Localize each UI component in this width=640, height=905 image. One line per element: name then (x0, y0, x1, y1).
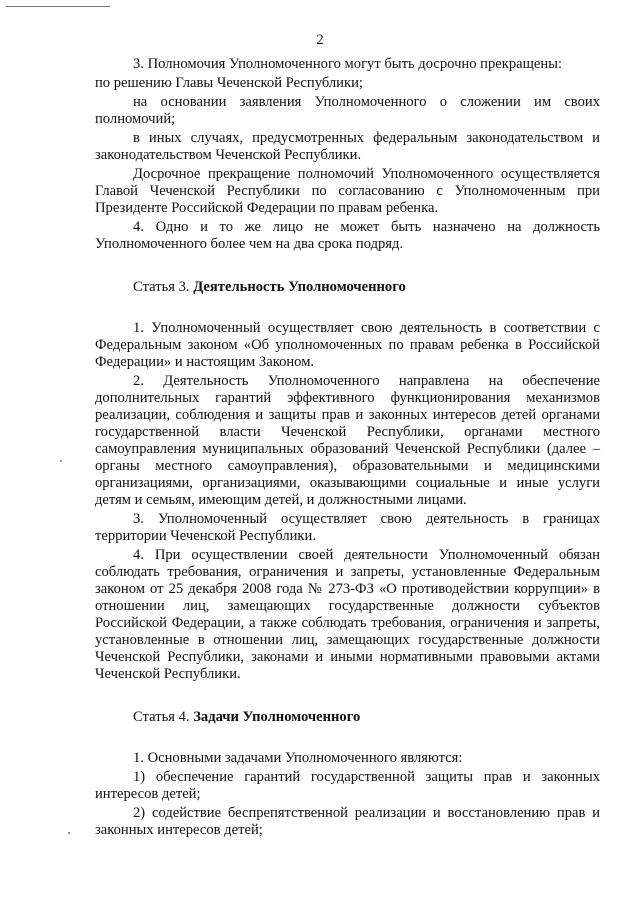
article-label: Статья 3. (133, 279, 190, 295)
article-title: Деятельность Уполномоченного (193, 279, 406, 295)
paragraph: Досрочное прекращение полномочий Уполномоченного осуществляется Главой Чеченской Республики по согласованию с Уполномоченным при Президенте Российской Федерации по правам ребенка. (95, 166, 600, 216)
paragraph: 1. Основными задачами Уполномоченного являются: (133, 750, 463, 766)
article-label: Статья 4. (133, 709, 190, 725)
page-number: 2 (316, 32, 324, 48)
article-title: Задачи Уполномоченного (193, 709, 361, 725)
paragraph: 1. Уполномоченный осуществляет свою деятельность в соответствии с Федеральным законом «Об уполномоченных по правам ребенка в Российской Федерации» и настоящим Законом. (95, 320, 600, 370)
paragraph: 4. Одно и то же лицо не может быть назначено на должность Уполномоченного более чем на два срока подряд. (95, 219, 600, 252)
article-3-heading (95, 279, 600, 296)
paragraph: на основании заявления Уполномоченного о сложении им своих полномочий; (95, 94, 600, 127)
scan-speck (68, 832, 70, 834)
paragraph: 2. Деятельность Уполномоченного направлена на обеспечение дополнительных гарантий эффективного функционирования механизмов реализации, соблюдения и защиты прав и законных интересов детей органами государственной власти Чеченской Республики, органами местного самоуправления муниципальных образований Чеченской Республики (далее – органы местного самоуправления), образовательными и медицинскими организациями, организациями, оказывающими социальные и иные услуги детям и семьям, имеющим детей, и должностными лицами. (95, 373, 600, 508)
paragraph: 1) обеспечение гарантий государственной защиты прав и законных интересов детей; (95, 769, 600, 802)
paragraph: 3. Полномочия Уполномоченного могут быть досрочно прекращены: (133, 56, 563, 72)
paragraph: 3. Уполномоченный осуществляет свою деятельность в границах территории Чеченской Республики. (95, 511, 600, 544)
paragraph: 2) содействие беспрепятственной реализации и восстановлению прав и законных интересов детей; (95, 805, 600, 838)
scan-top-line (6, 6, 110, 7)
document-body (95, 56, 600, 841)
paragraph: в иных случаях, предусмотренных федеральным законодательством и законодательством Чеченской Республики. (95, 130, 600, 163)
paragraph: по решению Главы Чеченской Республики; (95, 75, 363, 91)
article-4-heading (95, 709, 600, 726)
scan-speck (60, 460, 62, 462)
paragraph: 4. При осуществлении своей деятельности Уполномоченный обязан соблюдать требования, ограничения и запреты, установленные Федеральным законом от 25 декабря 2008 года № 273-ФЗ «О противодействии коррупции» в отношении лиц, замещающих государственные должности субъектов Российской Федерации, а также соблюдать требования, ограничения и запреты, установленные в отношении лиц, замещающих государственные должности Чеченской Республики, законами и иными нормативными правовыми актами Чеченской Республики. (95, 547, 600, 682)
